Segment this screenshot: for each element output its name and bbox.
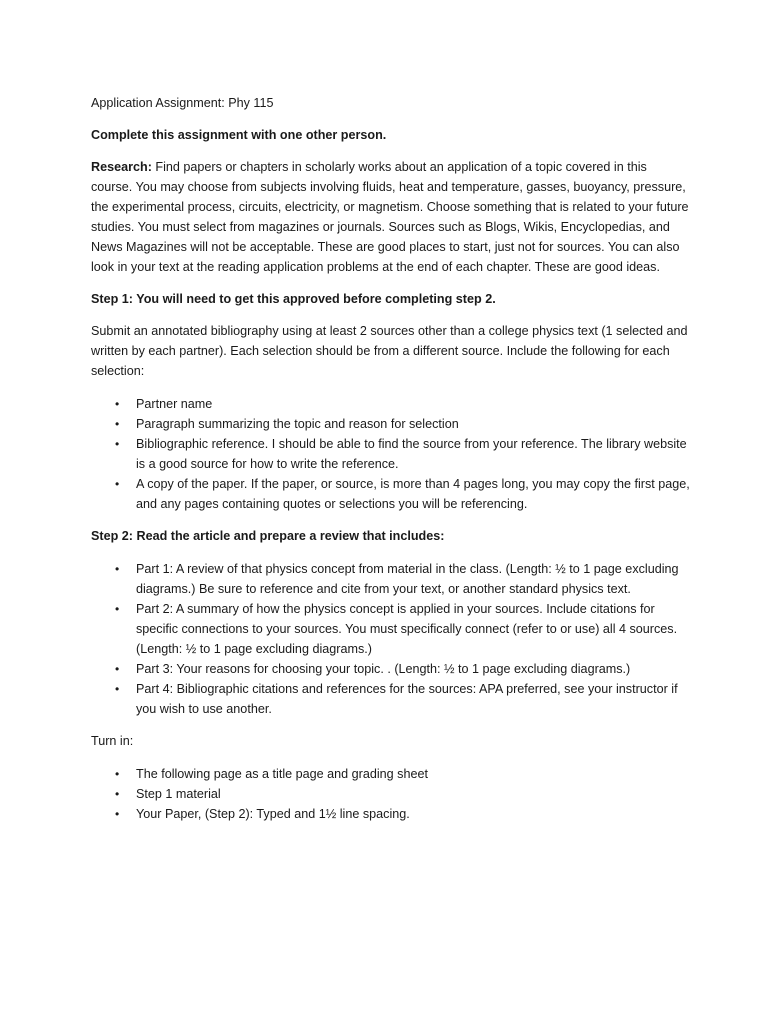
list-item-text: Paragraph summarizing the topic and reason for selection: [136, 417, 459, 431]
step1-text: Submit an annotated bibliography using at least 2 sources other than a college physics text (1 selected and written by each partner). Each selection should be from a different source. Include the following for each selection:: [91, 324, 688, 378]
list-item-text: Your Paper, (Step 2): Typed and 1½ line spacing.: [136, 807, 410, 821]
bullet-icon: •: [115, 397, 120, 411]
bullet-icon: •: [115, 682, 120, 696]
bullet-icon: •: [115, 662, 120, 676]
list-item-text: The following page as a title page and grading sheet: [136, 767, 428, 781]
research-text: Find papers or chapters in scholarly works about an application of a topic covered in this course. You may choose from subjects involving fluids, heat and temperature, gasses, buoyancy, pressure, the experimental process, circuits, electricity, or magnetism. Choose something that is related to your future studies. You must select from magazines or journals. Sources such as Blogs, Wikis, Encyclopedias, and News Magazines will not be acceptable. These are good places to start, just not for sources. You can also look in your text at the reading application problems at the end of each chapter. These are good ideas.: [91, 160, 689, 274]
list-item: [91, 679, 691, 719]
list-item-text: Part 1: A review of that physics concept from material in the class. (Length: ½ to 1 page excluding diagrams.) Be sure to reference and cite from your text, or another standard physics text.: [136, 562, 679, 596]
bullet-icon: •: [115, 767, 120, 781]
intro-instruction: Complete this assignment with one other person.: [91, 128, 387, 142]
list-item: [91, 394, 691, 414]
research-label: Research:: [91, 160, 152, 174]
bullet-icon: •: [115, 562, 120, 576]
list-item-text: Bibliographic reference. I should be able to find the source from your reference. The library website is a good source for how to write the reference.: [136, 437, 687, 471]
list-item: [91, 414, 691, 434]
bullet-icon: •: [115, 437, 120, 451]
step2-list: [91, 559, 691, 719]
bullet-icon: •: [115, 807, 120, 821]
list-item: [91, 784, 691, 804]
list-item-text: A copy of the paper. If the paper, or source, is more than 4 pages long, you may copy the first page, and any pages containing quotes or selections you will be referencing.: [136, 477, 690, 511]
list-item-text: Step 1 material: [136, 787, 221, 801]
list-item: [91, 474, 691, 514]
list-item-text: Partner name: [136, 397, 213, 411]
list-item: [91, 434, 691, 474]
list-item-text: Part 3: Your reasons for choosing your topic. . (Length: ½ to 1 page excluding diagrams.): [136, 662, 631, 676]
document-page: [91, 93, 691, 824]
bullet-icon: •: [115, 787, 120, 801]
list-item: [91, 764, 691, 784]
list-item: [91, 659, 691, 679]
document-title: Application Assignment: Phy 115: [91, 96, 274, 110]
research-paragraph: [91, 157, 691, 277]
list-item-text: Part 4: Bibliographic citations and references for the sources: APA preferred, see your instructor if you wish to use another.: [136, 682, 678, 716]
list-item-text: Part 2: A summary of how the physics concept is applied in your sources. Include citations for specific connections to your sources. You must specifically connect (refer to or use) all 4 sources. (Length: ½ to 1 page excluding diagrams.): [136, 602, 678, 656]
bullet-icon: •: [115, 602, 120, 616]
turnin-list: [91, 764, 691, 824]
list-item: [91, 559, 691, 599]
bullet-icon: •: [115, 417, 120, 431]
step1-list: [91, 394, 691, 514]
step2-heading: Step 2: Read the article and prepare a review that includes:: [91, 529, 445, 543]
list-item: [91, 804, 691, 824]
list-item: [91, 599, 691, 659]
turnin-label: Turn in:: [91, 734, 134, 748]
step1-heading: Step 1: You will need to get this approved before completing step 2.: [91, 292, 496, 306]
bullet-icon: •: [115, 477, 120, 491]
